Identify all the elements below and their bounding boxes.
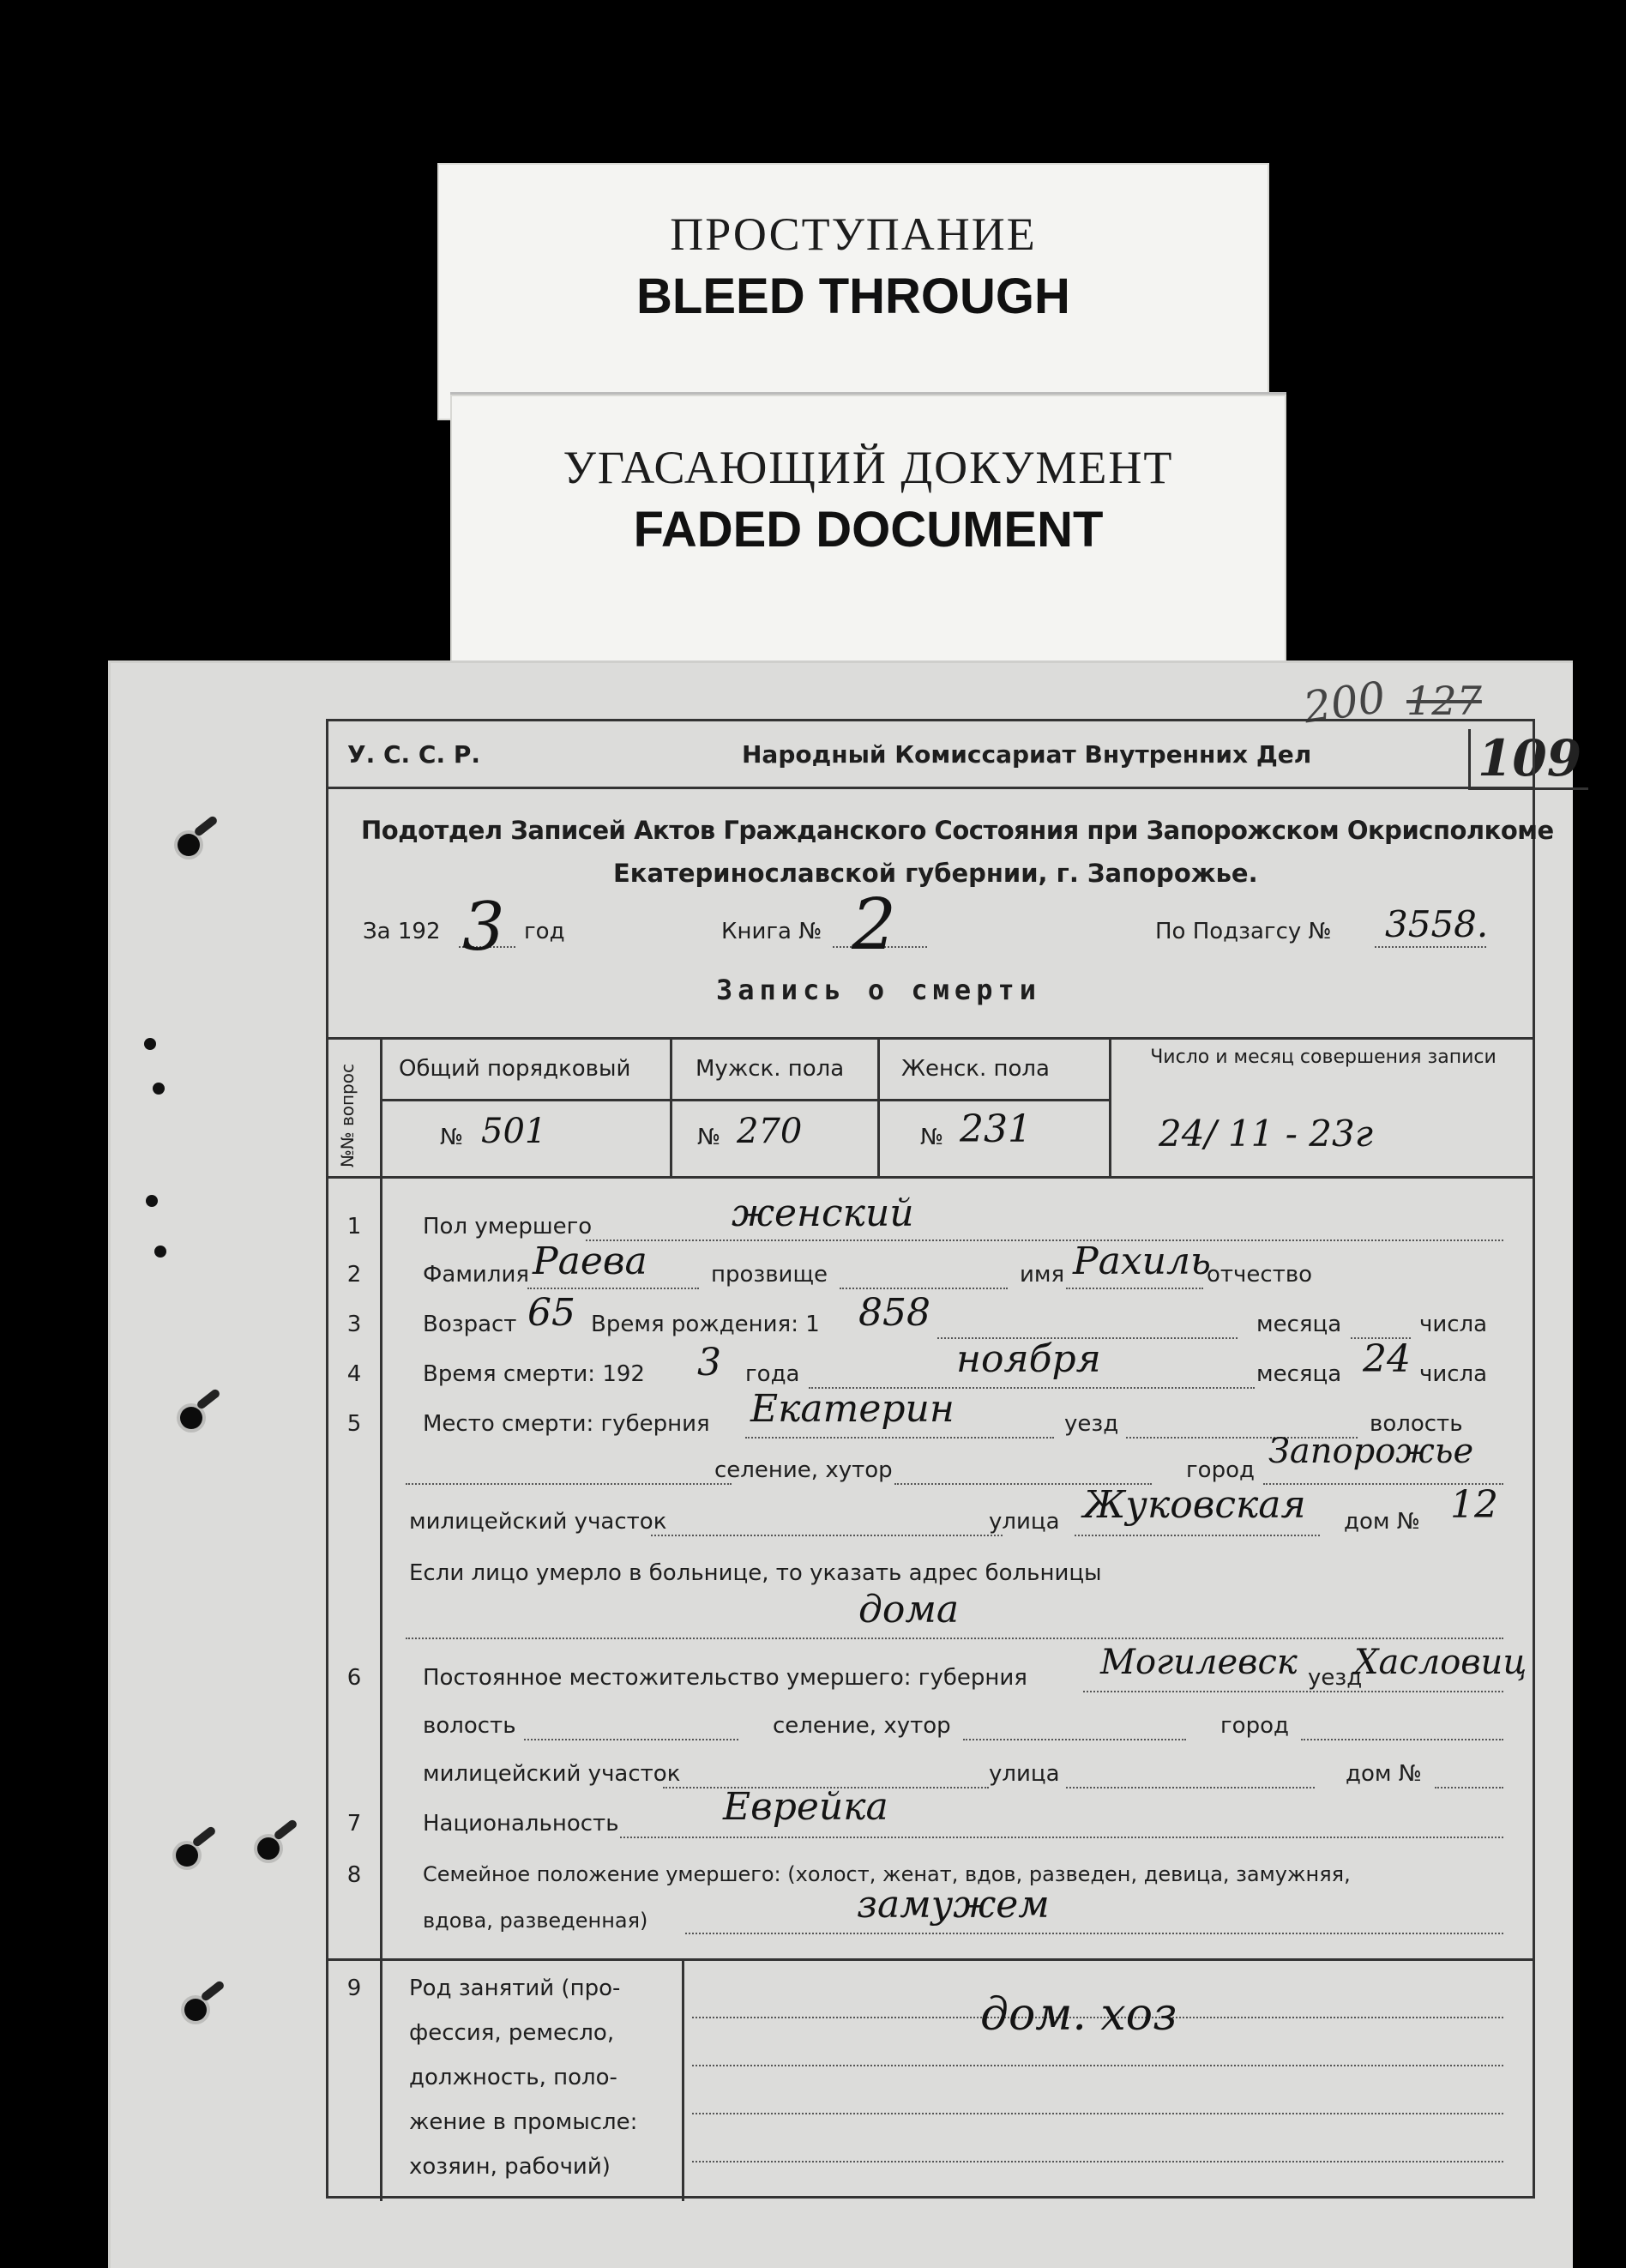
binding-hole (180, 1407, 202, 1429)
table-bottom-rule (328, 1176, 1533, 1179)
hospital-label: Если лицо умерло в больнице, то указать адрес больницы (409, 1560, 1102, 1586)
age-value: 65 (527, 1291, 575, 1335)
header-rule (328, 787, 1533, 789)
record-date-value: 24/ 11 - 23г (1159, 1113, 1373, 1155)
occupation-dots (692, 2113, 1503, 2114)
row-number: 1 (346, 1214, 362, 1240)
occupation-dots (692, 2065, 1503, 2066)
name-dots (1066, 1288, 1203, 1289)
question-no-label: №№ вопрос (337, 1064, 358, 1167)
nationality-label: Национальность (423, 1811, 619, 1837)
age-label: Возраст (423, 1312, 517, 1337)
street-label: улица (989, 1509, 1060, 1535)
table-divider (380, 1037, 382, 1176)
res-village-dots (963, 1739, 1186, 1740)
res-house-label: дом № (1346, 1761, 1422, 1787)
col-date-header: Число и месяц совершения записи (1150, 1047, 1497, 1068)
male-no-sign: № (697, 1125, 721, 1150)
res-street-dots (1066, 1787, 1315, 1788)
col-general-header: Общий порядковый (399, 1056, 631, 1082)
table-top-rule (328, 1037, 1533, 1040)
faded-document-en: FADED DOCUMENT (633, 502, 1104, 558)
sex-dots (586, 1240, 1503, 1241)
occupation-label-2: фессия, ремесло, (409, 2020, 615, 2046)
name-value: Рахиль (1073, 1240, 1211, 1283)
commissariat-label: Народный Комиссариат Внутренних Дел (742, 740, 1312, 769)
residence-label: Постоянное местожительство умершего: губерния (423, 1665, 1027, 1691)
bleed-through-en: BLEED THROUGH (636, 268, 1070, 324)
occupation-label-1: Род занятий (про- (409, 1975, 621, 2001)
occupation-divider (682, 1958, 684, 2201)
table-divider (1109, 1037, 1111, 1176)
street-value: Жуковская (1083, 1483, 1306, 1527)
place-gub-value: Екатерин (750, 1387, 955, 1431)
patronymic-label: отчество (1207, 1262, 1313, 1288)
res-house-dots (1435, 1787, 1503, 1788)
archive-number-top: 200 (1300, 672, 1389, 733)
record-title: Запись о смерти (716, 974, 1041, 1006)
hospital-dots (406, 1638, 1503, 1639)
row-number: 6 (346, 1665, 362, 1691)
house-value: 12 (1450, 1483, 1498, 1527)
punch-dot (144, 1038, 156, 1050)
sex-label: Пол умершего (423, 1214, 593, 1240)
year-suffix: год (524, 919, 565, 944)
death-year-value: 3 (697, 1341, 721, 1384)
surname-value: Раева (533, 1240, 647, 1283)
occupation-label-5: хозяин, рабочий) (409, 2154, 611, 2180)
archive-number-struck: 127 (1406, 678, 1482, 724)
family-label-1: Семейное положение умершего: (холост, женат, вдов, разведен, девица, замужняя, (423, 1862, 1351, 1886)
punch-dot (153, 1083, 165, 1095)
binding-hole (184, 1999, 207, 2021)
male-no-value: 270 (737, 1112, 803, 1151)
row-number: 5 (346, 1411, 362, 1437)
sex-value: женский (732, 1191, 914, 1235)
punch-dot (146, 1195, 158, 1207)
city-value: Запорожье (1268, 1432, 1474, 1471)
surname-label: Фамилия (423, 1262, 529, 1288)
female-no-sign: № (920, 1125, 944, 1150)
res-militia-label: милицейский участок (423, 1761, 681, 1787)
occupation-top-rule (328, 1958, 1533, 1961)
street-dots (1075, 1535, 1320, 1536)
birth-value: 858 (858, 1291, 930, 1335)
book-label: Книга № (721, 919, 822, 944)
row-number: 3 (346, 1312, 362, 1337)
year-value: 3 (462, 889, 505, 966)
table-mid-rule (380, 1099, 1109, 1101)
res-city-dots (1301, 1739, 1503, 1740)
death-month-value: ноября (956, 1337, 1101, 1381)
table-divider (877, 1037, 880, 1176)
birth-month-label: месяца (1256, 1312, 1342, 1337)
col-male-header: Мужск. пола (696, 1056, 845, 1082)
question-column-rule (380, 1176, 382, 2201)
family-dots (685, 1933, 1503, 1934)
occupation-dots (692, 2161, 1503, 2162)
volost-dots (406, 1483, 732, 1485)
res-volost-label: волость (423, 1713, 516, 1739)
subdept-line-2: Екатеринославской губернии, г. Запорожье. (613, 859, 1258, 888)
residence-uezd-value: Хасловиц (1354, 1643, 1527, 1682)
death-record-form (326, 719, 1554, 2199)
table-divider (670, 1037, 672, 1176)
row-number: 9 (346, 1975, 362, 2001)
militia-dots (651, 1535, 1003, 1536)
general-no-sign: № (440, 1125, 464, 1150)
nickname-label: прозвище (711, 1262, 828, 1288)
birth-label: Время рождения: 1 (591, 1312, 820, 1337)
subdept-no-value: 3558. (1385, 903, 1489, 945)
faded-document-ru: УГАСАЮЩИЙ ДОКУМЕНТ (563, 442, 1174, 493)
house-label: дом № (1344, 1509, 1420, 1535)
female-no-value: 231 (960, 1107, 1032, 1151)
city-label: город (1186, 1457, 1255, 1483)
state-label: У. С. С. Р. (347, 740, 480, 769)
place-gub-dots (745, 1437, 1054, 1439)
death-day-label: числа (1419, 1361, 1488, 1387)
family-label-2: вдова, разведенная) (423, 1909, 648, 1933)
res-village-label: селение, хутор (773, 1713, 951, 1739)
year-label: За 192 (363, 919, 441, 944)
row-number: 4 (346, 1361, 362, 1387)
subdept-line-1: Подотдел Записей Актов Гражданского Состояния при Запорожском Окрисполкоме (361, 816, 1554, 845)
binding-hole (178, 834, 200, 856)
col-female-header: Женск. пола (901, 1056, 1050, 1082)
row-number: 7 (346, 1811, 362, 1837)
subdept-no-dots (1375, 946, 1486, 948)
death-year-suffix: года (745, 1361, 800, 1387)
uezd-label: уезд (1064, 1411, 1119, 1437)
nationality-value: Еврейка (723, 1785, 888, 1829)
res-city-label: город (1220, 1713, 1289, 1739)
row-number: 8 (346, 1862, 362, 1888)
bleed-through-card (437, 163, 1269, 420)
name-label: имя (1020, 1262, 1065, 1288)
place-label: Место смерти: губерния (423, 1411, 710, 1437)
birth-day-label: числа (1419, 1312, 1488, 1337)
occupation-label-4: жение в промысле: (409, 2109, 638, 2135)
bleed-through-ru: ПРОСТУПАНИЕ (670, 208, 1037, 260)
residence-dots (1083, 1691, 1503, 1692)
binding-hole (176, 1844, 198, 1867)
nickname-dots (840, 1288, 1008, 1289)
volost-label: волость (1370, 1411, 1463, 1437)
row-number: 2 (346, 1262, 362, 1288)
surname-dots (527, 1288, 699, 1289)
village-label: селение, хутор (714, 1457, 893, 1483)
occupation-value: дом. хоз (980, 1989, 1177, 2041)
residence-gub-value: Могилевск (1100, 1643, 1298, 1682)
book-value: 2 (852, 884, 897, 966)
death-day-value: 24 (1363, 1337, 1411, 1381)
death-label: Время смерти: 192 (423, 1361, 645, 1387)
faded-document-card (450, 395, 1286, 669)
death-month-label: месяца (1256, 1361, 1342, 1387)
res-street-label: улица (989, 1761, 1060, 1787)
binding-hole (257, 1837, 280, 1860)
archive-number-box: 109 (1468, 729, 1588, 790)
militia-label: милицейский участок (409, 1509, 667, 1535)
nationality-dots (620, 1837, 1503, 1838)
res-volost-dots (524, 1739, 738, 1740)
family-value: замужем (857, 1883, 1050, 1927)
punch-dot (154, 1246, 166, 1258)
hospital-value: дома (858, 1588, 960, 1632)
residence-uezd-label: уезд (1308, 1665, 1363, 1691)
occupation-label-3: должность, поло- (409, 2065, 617, 2090)
subdept-no-label: По Подзагсу № (1155, 919, 1332, 944)
general-no-value: 501 (481, 1112, 547, 1151)
